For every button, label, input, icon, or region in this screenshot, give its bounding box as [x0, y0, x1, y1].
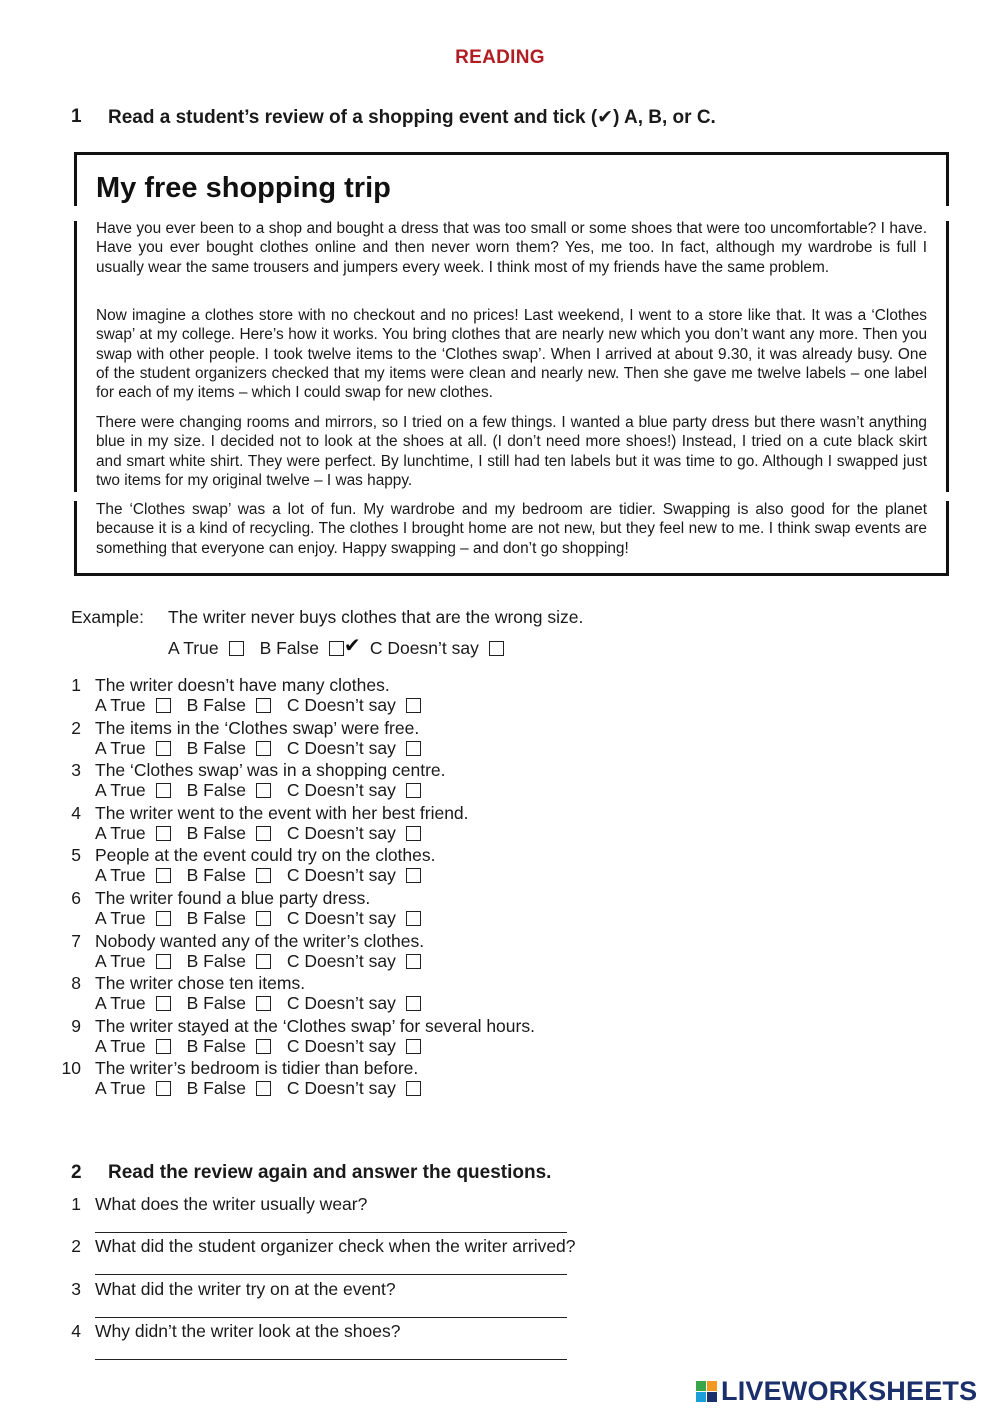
question-text: The writer found a blue party dress.: [95, 888, 371, 908]
question-text: The writer’s bedroom is tidier than before.: [95, 1058, 419, 1079]
option-c-label: C Doesn’t say: [286, 993, 396, 1014]
section-1-instruction-text: Read a student’s review of a shopping event and tick (✔) A, B, or C.: [108, 107, 716, 128]
answer-checkbox-b[interactable]: [256, 698, 271, 713]
question-options: [95, 695, 437, 716]
answer-checkbox-c[interactable]: [406, 996, 421, 1011]
question-text: Nobody wanted any of the writer’s clothes.: [95, 930, 425, 951]
option-a-label: A True: [95, 695, 146, 715]
option-a-label: A True: [95, 1078, 146, 1099]
question-number: 10: [61, 1058, 81, 1079]
tick-icon: ✔: [343, 635, 361, 657]
option-c-label: C Doesn’t say: [286, 695, 396, 715]
example-option-b: B False: [259, 638, 319, 658]
question-options: [95, 823, 437, 844]
answer-checkbox-b[interactable]: [256, 911, 271, 926]
option-c-label: C Doesn’t say: [286, 737, 396, 758]
answer-checkbox-a[interactable]: [156, 1039, 171, 1054]
question-text: The writer stayed at the ‘Clothes swap’ for several hours.: [95, 1015, 535, 1036]
question-number: 6: [71, 888, 81, 908]
article-title: My free shopping trip: [96, 172, 391, 204]
answer-line[interactable]: [95, 1274, 567, 1275]
question-options: [95, 951, 437, 972]
open-question-number: 4: [71, 1320, 81, 1341]
answer-checkbox-a[interactable]: [156, 868, 171, 883]
article-paragraph-3: There were changing rooms and mirrors, so I tried on a few things. I wanted a blue party dress but there wasn’t anything blue in my size. I decided not to look at the shoes at all. (I don’t need more shoes!) Instead, I tried on a cute black skirt and smart white shirt. They were perfect. By lunchtime, I still had ten labels but it was time to go. Although I swapped just two items for my original twelve – I was happy.: [96, 414, 927, 489]
question-options: [95, 908, 437, 929]
option-a-label: A True: [95, 908, 146, 928]
option-b-label: B False: [186, 1035, 246, 1056]
option-b-label: B False: [186, 737, 246, 758]
section-2-instruction-text: Read the review again and answer the questions.: [108, 1162, 552, 1183]
example-checkbox-a: [229, 641, 244, 656]
question-options: [95, 993, 437, 1014]
option-c-label: C Doesn’t say: [286, 822, 396, 843]
question-text: The writer went to the event with her best friend.: [95, 802, 469, 823]
option-b-label: B False: [186, 950, 246, 971]
answer-checkbox-a[interactable]: [156, 954, 171, 969]
option-c-label: C Doesn’t say: [286, 1078, 396, 1099]
question-options: [95, 1078, 437, 1099]
answer-checkbox-b[interactable]: [256, 996, 271, 1011]
example-options: [168, 635, 520, 659]
question-options: [95, 738, 437, 759]
answer-line[interactable]: [95, 1232, 567, 1233]
option-b-label: B False: [186, 695, 246, 715]
question-text: The writer doesn’t have many clothes.: [95, 675, 390, 695]
answer-checkbox-b[interactable]: [256, 741, 271, 756]
question-number: 5: [71, 845, 81, 866]
open-question-text: What did the student organizer check when the writer arrived?: [95, 1236, 576, 1257]
example-checkbox-b-checked: [329, 635, 361, 657]
question-number: 1: [71, 675, 81, 695]
answer-checkbox-c[interactable]: [406, 741, 421, 756]
option-c-label: C Doesn’t say: [286, 780, 396, 801]
question-number: 7: [71, 930, 81, 951]
example-checkbox-c: [489, 641, 504, 656]
liveworksheets-logo: [696, 1376, 977, 1407]
open-question-number: 2: [71, 1236, 81, 1257]
answer-checkbox-b[interactable]: [256, 1039, 271, 1054]
open-question-text: What did the writer try on at the event?: [95, 1278, 396, 1299]
question-text: The items in the ‘Clothes swap’ were free.: [95, 717, 420, 738]
article-paragraph-2: Now imagine a clothes store with no checkout and no prices! Last weekend, I went to a store like that. It was a ‘Clothes swap’ at my college. Here’s how it works. You bring clothes that are nearly new which you don’t want any more. Then you swap with other people. I took twelve items to the ‘Clothes swap’. When I arrived at about 9.30, it was already busy. One of the student organizers checked that my items were clean and nearly new. Then she gave me twelve labels – one label for each of my items – which I could swap for new clothes.: [96, 307, 927, 402]
question-options: [95, 1036, 437, 1057]
section-2-number: 2: [71, 1162, 82, 1183]
example-statement: The writer never buys clothes that are the wrong size.: [168, 607, 584, 627]
answer-checkbox-c[interactable]: [406, 698, 421, 713]
answer-checkbox-c[interactable]: [406, 911, 421, 926]
question-number: 3: [71, 760, 81, 781]
open-question-text: Why didn’t the writer look at the shoes?: [95, 1320, 401, 1341]
answer-checkbox-c[interactable]: [406, 826, 421, 841]
answer-checkbox-a[interactable]: [156, 1081, 171, 1096]
article-paragraph-1: Have you ever been to a shop and bought a dress that was too small or some shoes that were too uncomfortable? I have. Have you ever bought clothes online and then never worn them? Yes, me too. In fact, although my wardrobe is full I usually wear the same trousers and jumpers every week. I think most of my friends have the same problem.: [96, 220, 927, 276]
question-text: The ‘Clothes swap’ was in a shopping centre.: [95, 760, 446, 781]
answer-checkbox-b[interactable]: [256, 783, 271, 798]
example-option-a: A True: [168, 638, 219, 658]
example-option-c: C Doesn’t say: [369, 638, 479, 658]
question-number: 2: [71, 717, 81, 738]
page-title: READING: [455, 47, 545, 68]
option-a-label: A True: [95, 737, 146, 758]
article-paragraph-4: The ‘Clothes swap’ was a lot of fun. My wardrobe and my bedroom are tidier. Swapping is also good for the planet because it is a kind of recycling. The clothes I brought home are not new, but they feel new to me. I think swap events are something that everyone can enjoy. Happy swapping – and don’t go shopping!: [96, 501, 927, 557]
option-c-label: C Doesn’t say: [286, 865, 396, 886]
option-a-label: A True: [95, 780, 146, 801]
answer-checkbox-c[interactable]: [406, 868, 421, 883]
answer-checkbox-b[interactable]: [256, 954, 271, 969]
option-c-label: C Doesn’t say: [286, 908, 396, 928]
answer-line[interactable]: [95, 1359, 567, 1360]
option-a-label: A True: [95, 993, 146, 1014]
option-b-label: B False: [186, 1078, 246, 1099]
option-b-label: B False: [186, 908, 246, 928]
question-options: [95, 780, 437, 801]
answer-checkbox-b[interactable]: [256, 1081, 271, 1096]
option-b-label: B False: [186, 865, 246, 886]
answer-checkbox-c[interactable]: [406, 954, 421, 969]
option-b-label: B False: [186, 780, 246, 801]
answer-checkbox-a[interactable]: [156, 826, 171, 841]
option-b-label: B False: [186, 993, 246, 1014]
section-1-number: 1: [71, 106, 82, 127]
question-text: People at the event could try on the clothes.: [95, 845, 436, 866]
answer-checkbox-a[interactable]: [156, 698, 171, 713]
answer-checkbox-a[interactable]: [156, 911, 171, 926]
open-question-number: 1: [71, 1194, 81, 1214]
answer-line[interactable]: [95, 1317, 567, 1318]
option-a-label: A True: [95, 822, 146, 843]
open-question-number: 3: [71, 1278, 81, 1299]
logo-icon: [696, 1381, 717, 1402]
answer-checkbox-a[interactable]: [156, 741, 171, 756]
answer-checkbox-a[interactable]: [156, 783, 171, 798]
answer-checkbox-b[interactable]: [256, 868, 271, 883]
option-a-label: A True: [95, 1035, 146, 1056]
open-question-text: What does the writer usually wear?: [95, 1194, 368, 1214]
answer-checkbox-a[interactable]: [156, 996, 171, 1011]
example-label: Example:: [71, 607, 144, 627]
answer-checkbox-b[interactable]: [256, 826, 271, 841]
question-number: 4: [71, 802, 81, 823]
question-options: [95, 865, 437, 886]
question-text: The writer chose ten items.: [95, 973, 306, 994]
option-a-label: A True: [95, 865, 146, 886]
question-number: 8: [71, 973, 81, 994]
answer-checkbox-c[interactable]: [406, 1081, 421, 1096]
option-c-label: C Doesn’t say: [286, 950, 396, 971]
answer-checkbox-c[interactable]: [406, 1039, 421, 1054]
question-number: 9: [71, 1015, 81, 1036]
option-a-label: A True: [95, 950, 146, 971]
option-b-label: B False: [186, 822, 246, 843]
logo-text: LIVEWORKSHEETS: [721, 1376, 978, 1406]
answer-checkbox-c[interactable]: [406, 783, 421, 798]
option-c-label: C Doesn’t say: [286, 1035, 396, 1056]
